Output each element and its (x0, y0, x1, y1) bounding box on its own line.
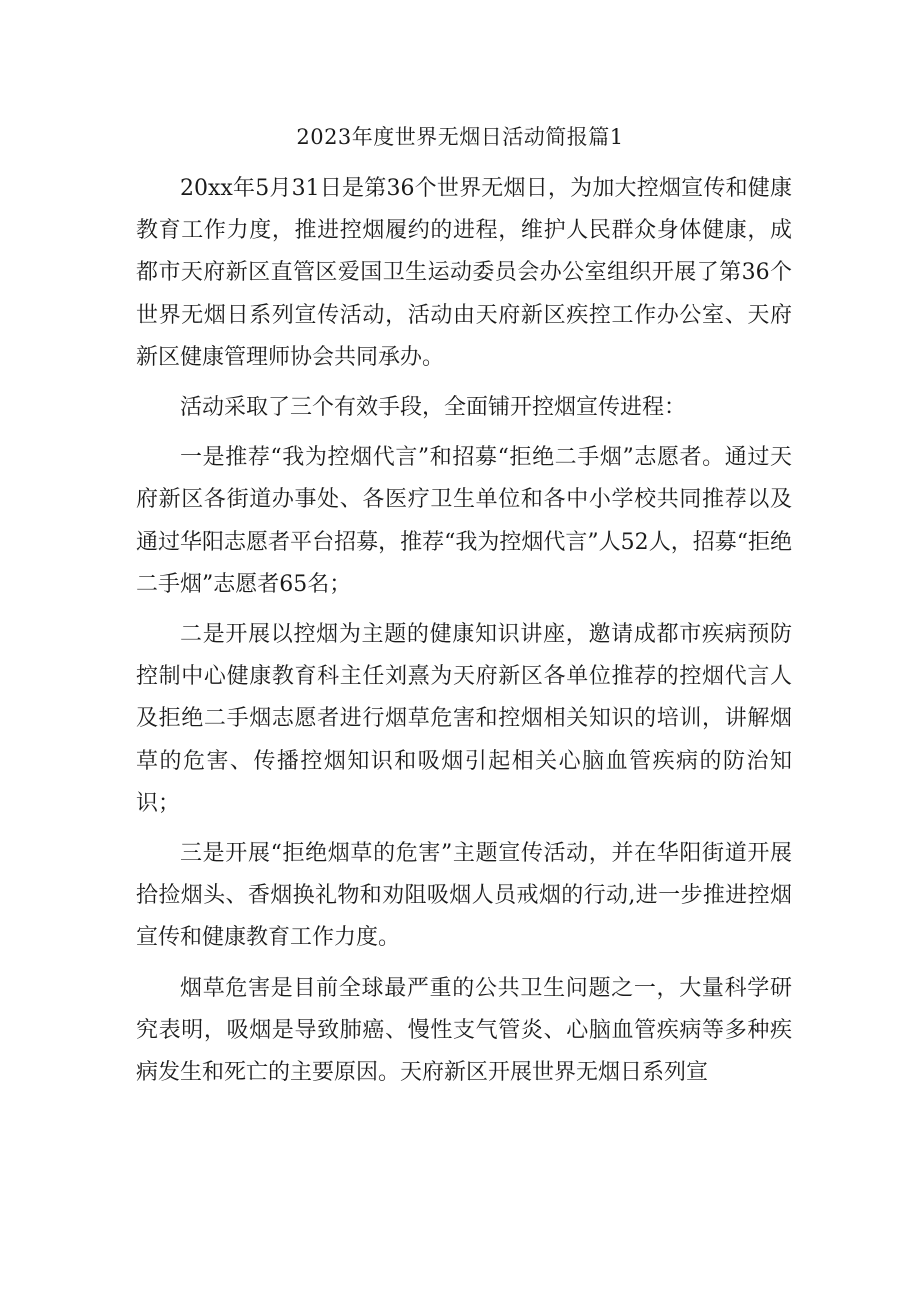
paragraph-intro: 20xx年5月31日是第36个世界无烟日，为加大控烟宣传和健康教育工作力度，推进控烟履约的进程，维护人民群众身体健康，成都市天府新区直管区爱国卫生运动委员会办公室组织开展了第36个世界无烟日系列宣传活动，活动由天府新区疾控工作办公室、天府新区健康管理师协会共同承办。 (136, 176, 792, 370)
paragraph-measure-one: 一是推荐“我为控烟代言”和招募“拒绝二手烟”志愿者。通过天府新区各街道办事处、各医疗卫生单位和各中小学校共同推荐以及通过华阳志愿者平台招募，推荐“我为控烟代言”人52人，招募“拒绝二手烟”志愿者65名； (136, 445, 792, 597)
paragraph-measure-two: 二是开展以控烟为主题的健康知识讲座，邀请成都市疾病预防控制中心健康教育科主任刘熹为天府新区各单位推荐的控烟代言人及拒绝二手烟志愿者进行烟草危害和控烟相关知识的培训，讲解烟草的危害、传播控烟知识和吸烟引起相关心脑血管疾病的防治知识； (136, 622, 792, 816)
paragraph-tobacco-harm: 烟草危害是目前全球最严重的公共卫生问题之一，大量科学研究表明，吸烟是导致肺癌、慢性支气管炎、心脑血管疾病等多种疾病发生和死亡的主要原因。天府新区开展世界无烟日系列宣 (136, 975, 792, 1086)
paragraph-measures-summary: 活动采取了三个有效手段，全面铺开控烟宣传进程： (180, 395, 687, 421)
paragraph-measure-three: 三是开展“拒绝烟草的危害”主题宣传活动，并在华阳街道开展拾捡烟头、香烟换礼物和劝阻吸烟人员戒烟的行动,进一步推进控烟宣传和健康教育工作力度。 (136, 841, 792, 951)
document-title: 2023年度世界无烟日活动简报篇1 (296, 125, 624, 149)
document-body (136, 168, 792, 1094)
